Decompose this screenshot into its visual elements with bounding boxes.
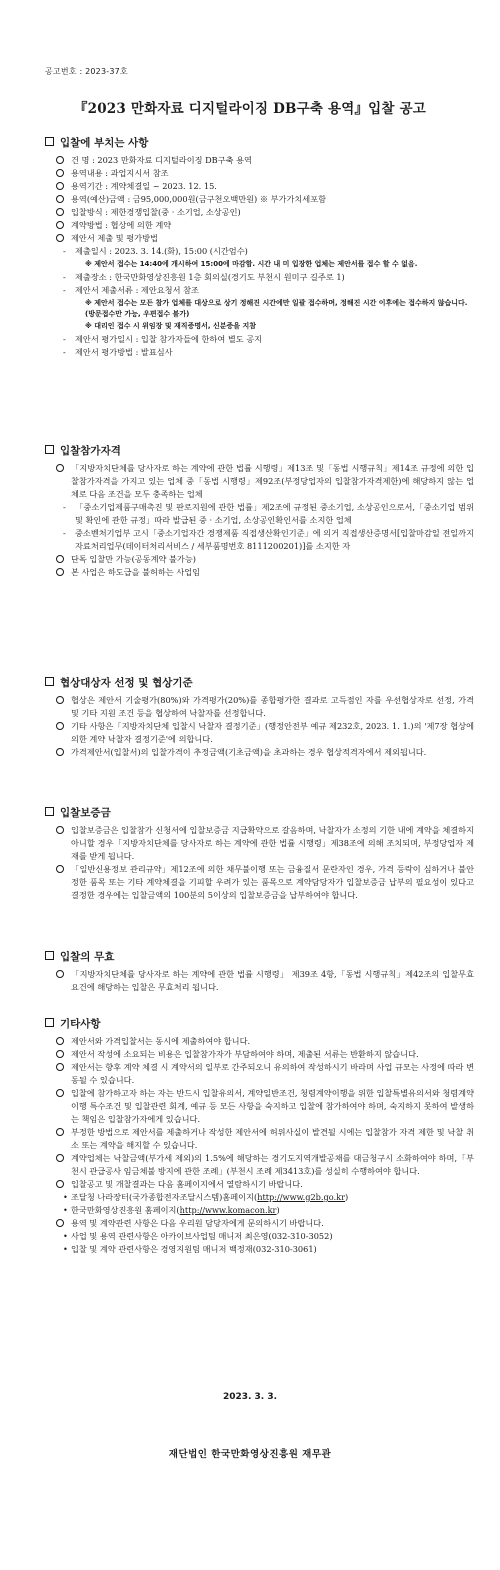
list-item: 본 사업은 하도급을 불허하는 사업임 (45, 566, 474, 579)
circle-bullet-icon (56, 1219, 64, 1227)
dot-bullet-icon: • (63, 1192, 68, 1202)
list-item: 입찰방식 : 제한경쟁입찰(중 · 소기업, 소상공인) (45, 206, 474, 219)
square-bullet-icon (45, 137, 54, 146)
section-heading: 입찰참가자격 (45, 444, 474, 459)
list-item: 입찰에 참가하고자 하는 자는 반드시 입찰유의서, 계약일반조건, 청렴계약이행을 위한 입찰특별유의서와 청렴계약이행 특수조건 및 입찰관련 회계, 예규 등 모든 사항을 숙지하고 입찰에 참가하여야 하며, 숙지하지 못하여 발생하는 책임은 입찰참가자에게 있습니다. (45, 1087, 474, 1126)
section-heading: 입찰에 부치는 사항 (45, 136, 474, 151)
list-item: 기타 사항은「지방자치단체 입찰시 낙찰자 결정기준」(행정안전부 예규 제232호, 2023. 1. 1.)의 '제7장 협상에 의한 계약 낙찰자 결정기준'에 의합니다. (45, 720, 474, 746)
circle-bullet-icon (56, 826, 64, 834)
square-bullet-icon (45, 951, 54, 960)
circle-bullet-icon (56, 722, 64, 730)
dot-bullet-icon: • (63, 1205, 68, 1215)
circle-bullet-icon (56, 1180, 64, 1188)
list-item: 단독 입찰만 가능(공동계약 불가능) (45, 553, 474, 566)
circle-bullet-icon (56, 182, 64, 190)
circle-bullet-icon (56, 464, 64, 472)
list-item: 계약방법 : 협상에 의한 계약 (45, 219, 474, 232)
circle-bullet-icon (56, 1063, 64, 1071)
section-heading: 입찰의 무효 (45, 950, 474, 965)
circle-bullet-icon (56, 865, 64, 873)
circle-bullet-icon (56, 1050, 64, 1058)
circle-bullet-icon (56, 748, 64, 756)
list-item: 입찰공고 및 개찰결과는 다음 홈페이지에서 열람하시기 바랍니다. (45, 1178, 474, 1191)
dot-bullet-icon: • (63, 1231, 68, 1241)
section-heading: 협상대상자 선정 및 협상기준 (45, 676, 474, 691)
list-item: 용역 및 계약관련 사항은 다음 우리원 담당자에게 문의하시기 바랍니다. (45, 1217, 474, 1230)
list-item: 입찰보증금은 입찰참가 신청서에 입찰보증금 지급확약으로 갈음하며, 낙찰자가 소정의 기한 내에 계약을 체결하지 아니할 경우「지방자치단체를 당사자로 하는 계약에 관한 법률 시행령」제38조에 의해 조치되며, 부정당업자 제재를 받게 됩니다. (45, 824, 474, 863)
circle-bullet-icon (56, 1037, 64, 1045)
bullet-item: • 사업 및 용역 관련사항은 아카이브사업팀 매니저 최은영(032-310-3052) (63, 1231, 333, 1241)
circle-bullet-icon (56, 1089, 64, 1097)
square-bullet-icon (45, 1018, 54, 1027)
list-item: 제안서 작성에 소요되는 비용은 입찰참가자가 부담하여야 하며, 제출된 서류는 반환하지 않습니다. (45, 1048, 474, 1061)
sub-item: - 제안서 평가방법 : 발표심사 (63, 347, 173, 357)
circle-bullet-icon (56, 234, 64, 242)
list-item: 제안서 제출 및 평가방법 (45, 232, 474, 245)
square-bullet-icon (45, 807, 54, 816)
list-item: 용역기간 : 계약체결일 ~ 2023. 12. 15. (45, 180, 474, 193)
list-item: 부정한 방법으로 제안서를 제출하거나 작성한 제안서에 허위사실이 발견될 시에는 입찰참가 자격 제한 및 낙찰 취소 또는 계약을 해지할 수 있습니다. (45, 1126, 474, 1152)
circle-bullet-icon (56, 221, 64, 229)
list-item: 협상은 제안서 기술평가(80%)와 가격평가(20%)를 종합평가한 결과로 고득점인 자를 우선협상자로 선정, 가격 및 기타 지원 조건 등을 협상하여 낙찰자를 선정합니다. (45, 694, 474, 720)
section-misc (45, 1017, 474, 1256)
square-bullet-icon (45, 677, 54, 686)
list-item: 용역(예산)금액 : 금95,000,000원(금구천오백만원) ※ 부가가치세포함 (45, 193, 474, 206)
section-heading: 기타사항 (45, 1017, 474, 1032)
issuer-name: 재단법인 한국만화영상진흥원 재무관 (168, 1449, 332, 1460)
bullet-item: • 한국만화영상진흥원 홈페이지(http://www.komacon.kr) (63, 1205, 280, 1215)
sub-item: - 제출일시 : 2023. 3. 14.(화), 15:00 (시간엄수) (63, 246, 248, 256)
circle-bullet-icon (56, 195, 64, 203)
list-item: 용역내용 : 과업지시서 참조 (45, 167, 474, 180)
sub-item: - 「중소기업제품구매촉진 및 판로지원에 관한 법률」제2조에 규정된 중소기업, 소상공인으로서,「중소기업 범위 및 확인에 관한 규정」따라 발급된 중 · 소기업, 소상공인확인서를 소지한 업체 (63, 502, 474, 525)
sub-item: - 제안서 제출서류 : 제안요청서 참조 (63, 285, 199, 295)
notice-date: 2023. 3. 3. (222, 1392, 278, 1402)
komacon-link[interactable]: http://www.komacon.kr (179, 1205, 277, 1215)
circle-bullet-icon (56, 970, 64, 978)
sub-item: - 중소벤처기업부 고시「중소기업자간 경쟁제품 직접생산확인기준」에 의거 직접생산증명서[입찰마감일 전일까지 자료처리업무(데이터처리서비스 / 세부품명번호 8111200201)]를 소지한 자 (63, 528, 475, 551)
list-item: 제안서와 가격입찰서는 동시에 제출하여야 합니다. (45, 1035, 474, 1048)
list-item: 계약업체는 낙찰금액(부가세 제외)의 1.5%에 해당하는 경기도지역개발공채를 대금청구시 소화하여야 하며,「부천시 관급공사 임금체불 방지에 관한 조례」(부천시 조례 제3413호)를 성실히 수행하여야 합니다. (45, 1152, 474, 1178)
list-item: 건 명 : 2023 만화자료 디지털라이징 DB구축 용역 (45, 154, 474, 167)
note-item: ※ 대리인 접수 시 위임장 및 재직증명서, 신분증을 지참 (85, 322, 256, 330)
section-heading: 입찰보증금 (45, 806, 474, 821)
circle-bullet-icon (56, 568, 64, 576)
sub-item: - 제안서 평가일시 : 입찰 참가자들에 한하여 별도 공지 (63, 334, 263, 344)
section-eligibility (45, 444, 474, 579)
list-item: 「지방자치단체를 당사자로 하는 계약에 관한 법률 시행령」 제39조 4항,「동법 시행규칙」제42조의 입찰무효 요건에 해당하는 입찰은 무효처리 됩니다. (45, 968, 474, 994)
square-bullet-icon (45, 445, 54, 454)
note-item: ※ 제안서 접수는 14:40에 개시하여 15:00에 마감함. 시간 내 미 입장한 업체는 제안서를 접수 할 수 없음. (85, 260, 418, 268)
sub-item: - 제출장소 : 한국만화영상진흥원 1층 회의실(경기도 부천시 원미구 길주로 1) (63, 272, 345, 282)
list-item: 「일반신용정보 관리규약」제12조에 의한 채무불이행 또는 금융질서 문란자인 경우, 가격 등락이 심하거나 불안정한 품목 또는 기타 계약체결을 기피할 우려가 있는 품목으로 계약담당자가 입찰보증금 납부의 필요성이 있다고 결정한 경우에는 입찰금액의 100분의 5이상의 입찰보증금을 납부하여야 합니다. (45, 863, 474, 902)
section-invalid-bid (45, 950, 474, 994)
circle-bullet-icon (56, 156, 64, 164)
dot-bullet-icon: • (63, 1244, 68, 1254)
list-item: 가격제안서(입찰서)의 입찰가격이 추정금액(기초금액)을 초과하는 경우 협상적격자에서 제외됩니다. (45, 746, 474, 759)
list-item: 「지방자치단체를 당사자로 하는 계약에 관한 법률 시행령」제13조 및「동법 시행규칙」제14조 규정에 의한 입찰참가자격을 가지고 있는 업체 중「동법 시행령」제92조(부정당업자의 입찰참가자격제한)에 해당하지 않는 업체로 다음 조건을 모두 충족하는 업체 (45, 462, 474, 501)
circle-bullet-icon (56, 1154, 64, 1162)
circle-bullet-icon (56, 696, 64, 704)
bullet-item: • 입찰 및 계약 관련사항은 경영지원팀 매니저 백정재(032-310-3061) (63, 1244, 317, 1254)
section-bid-items (45, 136, 474, 359)
circle-bullet-icon (56, 555, 64, 563)
circle-bullet-icon (56, 169, 64, 177)
circle-bullet-icon (56, 1128, 64, 1136)
circle-bullet-icon (56, 208, 64, 216)
bullet-item: • 조달청 나라장터(국가종합전자조달시스템)홈페이지(http://www.g2b.go.kr) (63, 1192, 349, 1202)
list-item: 제안서는 향후 계약 체결 시 계약서의 일부로 간주되오니 유의하여 작성하시기 바라며 사업 규모는 사정에 따라 변동될 수 있습니다. (45, 1061, 474, 1087)
section-negotiation (45, 676, 474, 759)
g2b-link[interactable]: http://www.g2b.go.kr (257, 1192, 346, 1202)
page-title: 『2023 만화자료 디지털라이징 DB구축 용역』입찰 공고 (73, 101, 427, 117)
section-bid-bond (45, 806, 474, 902)
notice-number: 공고번호 : 2023-37호 (45, 67, 128, 76)
note-item: ※ 제안서 접수는 모든 참가 업체를 대상으로 상기 정해진 시간에만 일괄 접수하며, 정해진 시간 이후에는 접수하지 않습니다. (방문접수만 가능, 우편접수 불가) (85, 299, 468, 318)
